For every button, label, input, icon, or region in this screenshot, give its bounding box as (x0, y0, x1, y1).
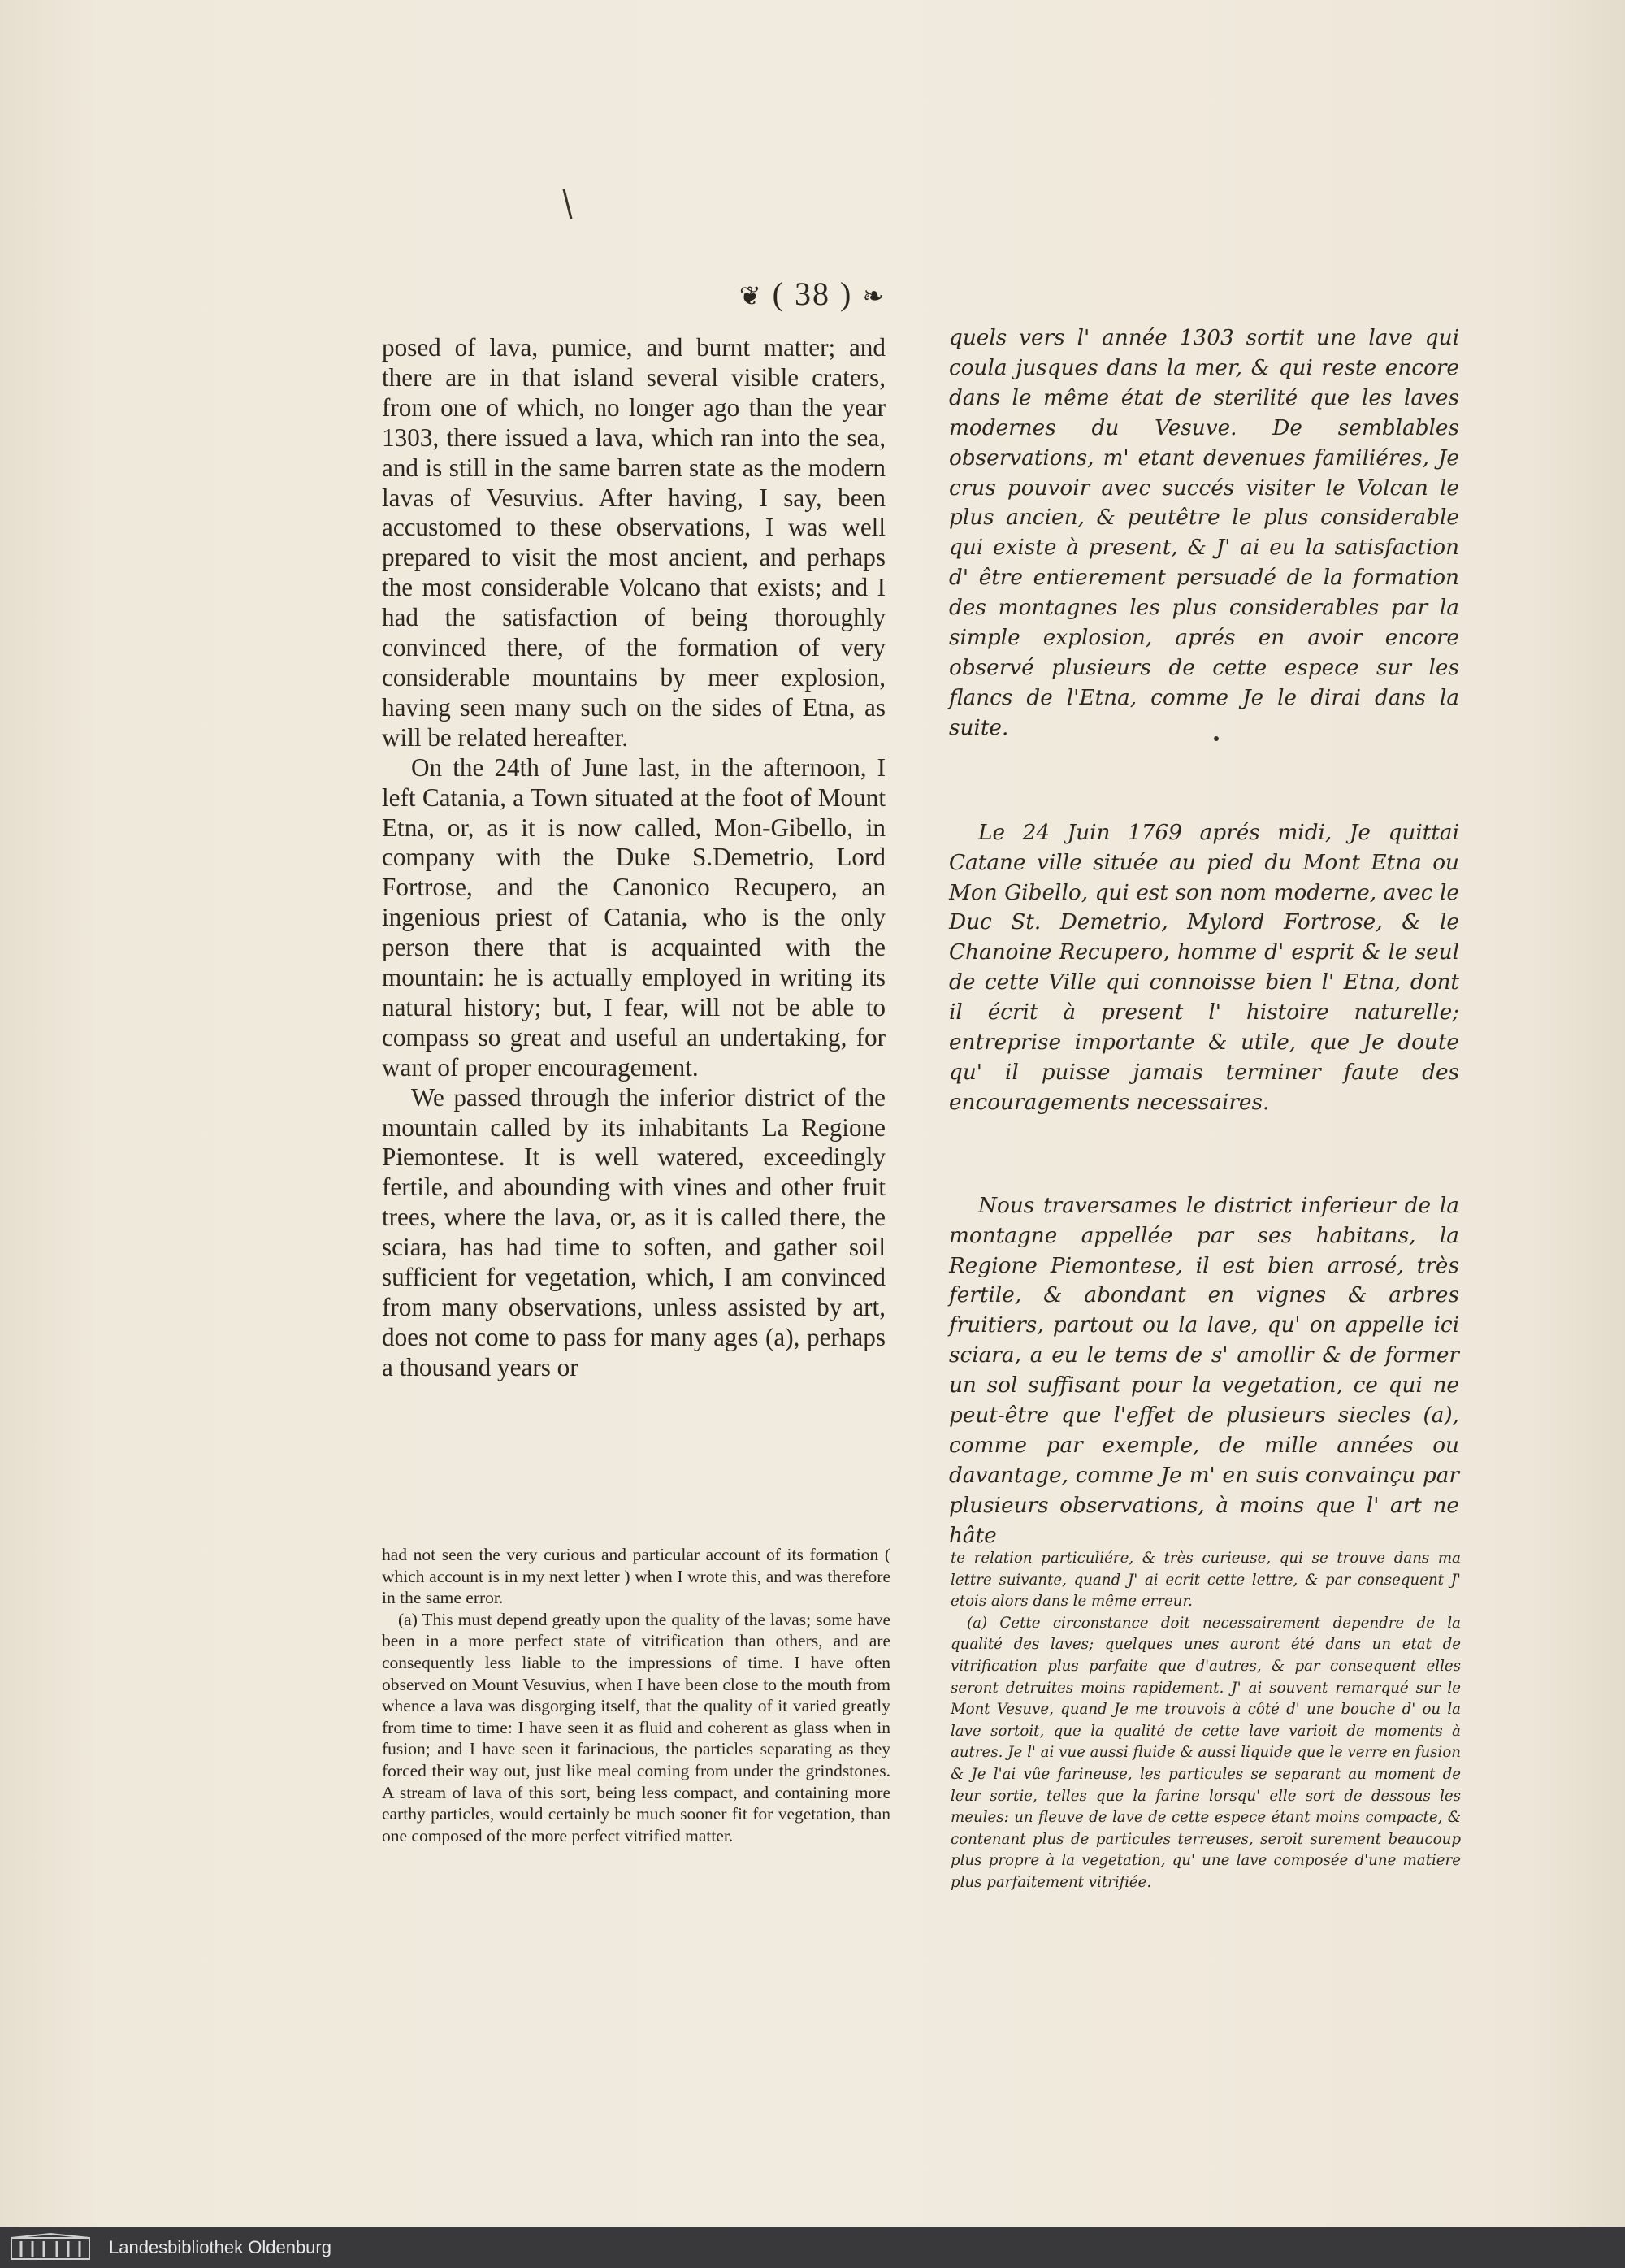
english-column (382, 333, 886, 1536)
french-paragraph: Le 24 Juin 1769 aprés midi, Je quittai Catane ville située au pied du Mont Etna ou Mon Gibello, qui est son nom moderne, avec le Duc St. Demetrio, Mylord Fortrose, & le Chanoine Recupero, homme d' esprit & le seul de cette Ville qui connoisse bien l' Etna, dont il écrit à present l' histoire naturelle; entreprise importante & utile, que Je doute qu' il puisse jamais terminer faute des encouragements necessaires. (949, 820, 1459, 1115)
french-paragraph: quels vers l' année 1303 sortit une lave qui coula jusques dans la mer, & qui reste encore dans le même état de sterilité que les laves modernes du Vesuve. De semblables observations, m' etant devenues familiéres, Je crus pouvoir avec succés visiter le Volcan le plus ancien, & peutêtre le plus considerable qui existe à present, & J' ai eu la satisfaction d' être entierement persuadé de la formation des montagnes les plus considerables par la simple explosion, aprés en avoir encore observé plusieurs de cette espece sur les flancs de l'Etna, comme Je le dirai dans la suite. (949, 326, 1459, 740)
french-paragraph: Nous traversames le district inferieur de la montagne appellée par ses habitans, la Regione Piemontese, il est bien arrosé, très fertile, & abondant en vignes & arbres fruitiers, partout ou la lave, qu' on appelle ici sciara, a eu le tems de s' amollir & de former un sol suffisant pour la vegetation, ce qui ne peut-être que l'effet de plusieurs siecles (a), comme par exemple, de mille années ou davantage, comme Je m' en suis convainçu par plusieurs observations, à moins que l' art ne hâte (949, 1193, 1459, 1548)
library-name: Landesbibliothek Oldenburg (109, 2237, 332, 2257)
ink-dot (1214, 736, 1219, 741)
french-footnote: (a) Cette circonstance doit necessairement dependre de la qualité des laves; quelques unes auront été dans un etat de vitrification plus parfaite que d'autres, & par consequent elles seront detruites moins rapidement. J' ai souvent remarqué sur le Mont Vesuve, quand Je me trouvois à côté d' une bouche d' ou la lave sortoit, que la qualité de cette lave varioit de moments à autres. Je l' ai vue aussi fluide & aussi liquide que le verre en fusion & Je l'ai vûe farineuse, les particules se separant au moment de leur sortie, telles que la farine lorsqu' elle sort de dessous les meules: un fleuve de lave de cette espece étant moins compacte, & contenant plus de particules terreuses, seroit surement beaucoup plus propre à la vegetation, qu' une lave composée d'une matiere plus parfaitement vitrifiée. (951, 1614, 1461, 1891)
ink-mark (562, 189, 572, 219)
library-building-icon (8, 2233, 93, 2262)
english-paragraph: On the 24th of June last, in the afternoon, I left Catania, a Town situated at the foot of Mount Etna, or, as it is now called, Mon-Gibello, in company with the Duke S.Demetrio, Lord Fortrose, and the Canonico Recupero, an ingenious priest of Catania, who is the only person there that is acquainted with the mountain: he is actually employed in writing its natural history; but, I fear, will not be able to compass so great and useful an undertaking, for want of proper encouragement. (382, 752, 886, 1082)
french-footnote: te relation particuliére, & très curieuse, qui se trouve dans ma lettre suivante, quand J' ai ecrit cette lettre, & par consequent J' etois alors dans le même erreur. (951, 1550, 1461, 1611)
english-paragraph: posed of lava, pumice, and burnt matter; and there are in that island several visible craters, from one of which, no longer ago than the year 1303, there issued a lava, which ran into the sea, and is still in the same barren state as the modern lavas of Vesuvius. After having, I say, been accustomed to these observations, I was well prepared to visit the most ancient, and perhaps the most considerable Volcano that exists; and I had the satisfaction of being thoroughly convinced there, of the formation of very considerable mountains by meer explosion, having seen many such on the sides of Etna, as will be related hereafter. (382, 333, 886, 752)
library-footer-bar (0, 2227, 1625, 2268)
page-header (0, 275, 1625, 313)
page-number: ( 38 ) (772, 275, 853, 312)
french-column (949, 323, 1459, 1548)
ornament-right: ❧ (862, 280, 886, 311)
french-footnotes (951, 1548, 1461, 1930)
english-footnotes (382, 1544, 890, 1926)
english-footnote: had not seen the very curious and particular account of its formation ( which account is in my next letter ) when I wrote this, and was therefore in the same error. (382, 1545, 890, 1608)
ornament-left: ❦ (739, 280, 763, 311)
english-paragraph: We passed through the inferior district of the mountain called by its inhabitants La Regione Piemontese. It is well watered, exceedingly fertile, and abounding with vines and other fruit trees, where the lava, or, as it is called there, the sciara, has had time to soften, and gather soil sufficient for vegetation, which, I am convinced from many observations, unless assisted by art, does not come to pass for many ages (a), perhaps a thousand years or (382, 1082, 886, 1381)
english-footnote: (a) This must depend greatly upon the quality of the lavas; some have been in a more perfect state of vitrification than others, and are consequently less liable to the impressions of time. I have often observed on Mount Vesuvius, when I have been close to the mouth from whence a lava was disgorging itself, that the quality of it varied greatly from time to time: I have seen it as fluid and coherent as glass when in fusion; and I have seen it farinacious, the particles separating as they forced their way out, just like meal coming from under the grindstones. A stream of lava of this sort, being less compact, and containing more earthy particles, would certainly be much sooner fit for vegetation, than one composed of the more perfect vitrified matter. (382, 1609, 890, 1845)
